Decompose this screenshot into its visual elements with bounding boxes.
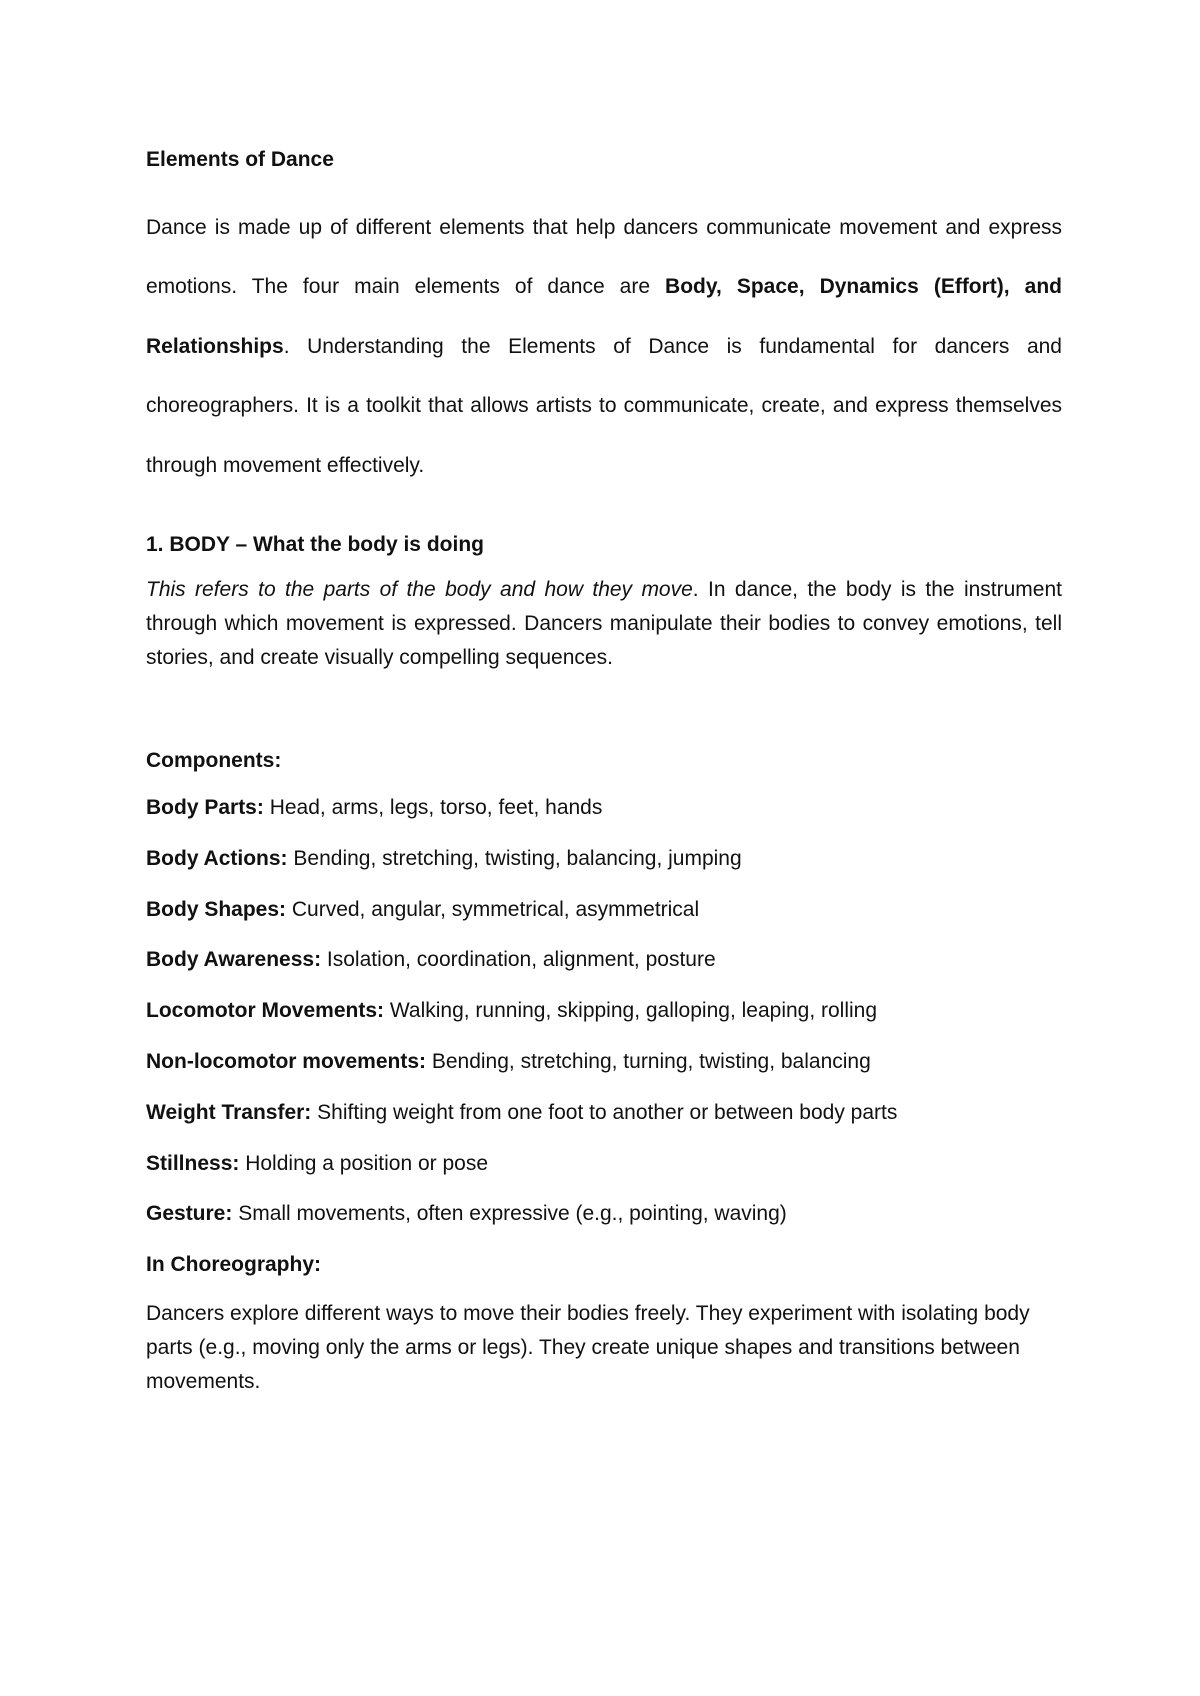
components-heading: Components: [146, 749, 282, 773]
component-text: Shifting weight from one foot to another or between body parts [311, 1100, 898, 1124]
component-text: Small movements, often expressive (e.g., pointing, waving) [232, 1202, 787, 1226]
section-heading-body: 1. BODY – What the body is doing [146, 533, 484, 557]
section-description-rest: . In dance, the body is the instrument through which movement is expressed. Dancers manipulate their bodies to convey emotions, tell stories, and create visually compelling sequences. [146, 578, 1062, 670]
component-label: Body Actions: [146, 846, 288, 870]
component-text: Head, arms, legs, torso, feet, hands [263, 796, 603, 820]
component-text: Walking, running, skipping, galloping, leaping, rolling [384, 999, 878, 1023]
intro-paragraph [146, 198, 1062, 495]
intro-text-start: Dance is made up of different elements that help dancers communicate movement and express emotions. The four main elements of dance are [146, 216, 1062, 299]
component-item [146, 1194, 1062, 1234]
component-text: Holding a position or pose [239, 1151, 489, 1175]
component-item [146, 1144, 1062, 1184]
component-item [146, 1093, 1062, 1133]
component-label: Stillness: [146, 1151, 240, 1175]
document-content [146, 140, 1062, 1399]
component-label: Non-locomotor movements: [146, 1050, 427, 1074]
components-list [146, 788, 1062, 1234]
component-label: Weight Transfer: [146, 1100, 312, 1124]
choreography-paragraph: Dancers explore different ways to move their bodies freely. They experiment with isolating body parts (e.g., moving only the arms or legs). They create unique shapes and transitions between movements. [146, 1302, 1030, 1394]
component-item [146, 890, 1062, 930]
component-item [146, 940, 1062, 980]
section-description-italic: This refers to the parts of the body and how they move [146, 578, 693, 602]
intro-text-end: . Understanding the Elements of Dance is fundamental for dancers and choreographers. It is a toolkit that allows artists to communicate, create, and express themselves through movement effectively. [146, 334, 1062, 477]
component-text: Bending, stretching, twisting, balancing, jumping [287, 846, 742, 870]
component-text: Isolation, coordination, alignment, posture [321, 948, 716, 972]
component-item [146, 1042, 1062, 1082]
document-title: Elements of Dance [146, 148, 334, 171]
component-label: Gesture: [146, 1202, 233, 1226]
choreography-heading: In Choreography: [146, 1253, 322, 1277]
component-label: Body Parts: [146, 796, 264, 820]
component-item [146, 839, 1062, 879]
intro-bold-elements: Body, Space, Dynamics (Effort), and Relationships [146, 275, 1062, 358]
component-label: Body Awareness: [146, 948, 322, 972]
section-description-body [146, 573, 1062, 675]
component-item [146, 788, 1062, 828]
component-item [146, 991, 1062, 1031]
component-text: Curved, angular, symmetrical, asymmetrical [286, 897, 700, 921]
component-label: Body Shapes: [146, 897, 287, 921]
component-label: Locomotor Movements: [146, 999, 385, 1023]
component-text: Bending, stretching, turning, twisting, balancing [426, 1050, 871, 1074]
